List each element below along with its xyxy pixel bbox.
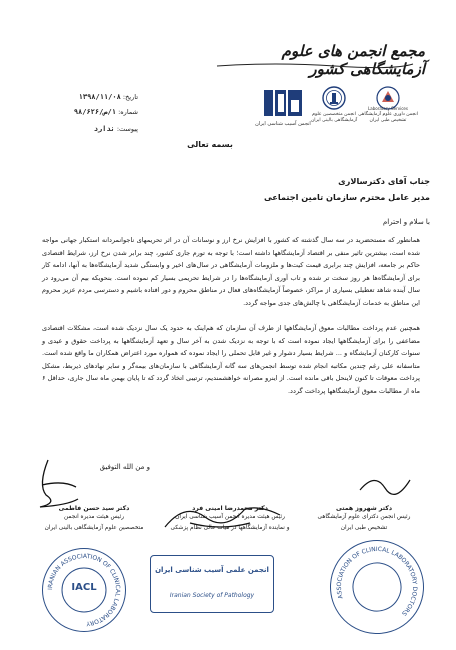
attachment-value: ندارد [93, 125, 115, 133]
number-value: ۱/ص/۹۸/۶۲۶ [73, 108, 116, 116]
pathology-stamp-title: انجمن علمی آسیب شناسی ایران [155, 566, 269, 574]
title-flourish [215, 60, 415, 70]
attachment-label: پیوست: [116, 125, 138, 133]
closing-line: و من الله التوفیق [99, 463, 150, 471]
signatory-hemmati [300, 505, 428, 534]
date-row [38, 93, 138, 101]
pathology-society-logo-label: انجمن آسیب شناسی ایران [255, 121, 311, 127]
date-label: تاریخ: [122, 93, 138, 101]
organization-title: مجمع انجمن های علوم آزمایشگاهی کشور [281, 42, 425, 78]
lab-doctors-stamp-ring [319, 529, 435, 645]
lab-doctors-stamp [318, 528, 436, 646]
signatory-fatemi [28, 505, 160, 534]
signatory-line: رئیس انجمن دکترای علوم آزمایشگاهی [317, 514, 411, 520]
signatory-line: تشخیص طبی ایران [340, 525, 388, 531]
body-paragraph-2: همچنین عدم پرداخت مطالبات معوق آزمایشگاهها از طرف آن سازمان که هم‌اینک به حدود یک سال نزدیک شده است، مشکلات اقتصادی مضاعفی را برای آزمایشگاهها ایجاد نموده است که با توجه به نزدیک شدن به آخر سال و تعهد آزمایشگاهها به پرداخت حقوق و عیدی و سنوات کارکنان آزمایشگاه و ... شرایط بسیار دشوار و غیر قابل تحملی را ایجاد نموده که همواره مورد اعتراض همکاران ما واقع شده است. متاسفانه علی رغم چندین مکاتبه انجام شده توسط انجمن‌های سه گانه آزمایشگاهی با سازمان‌های بیمه‌گر و سایر نهادهای ذیربط، مشکل پرداخت معوقات تا کنون لاینحل باقی مانده است. از اینرو مصرانه خواهشمندیم، ترتیبی اتخاذ گردد که تا پایان بهمن ماه سال جاری، حداقل ۶ ماه از مطالبات معوق آزمایشگاهها پرداخت گردد. [42, 324, 420, 395]
lab-services-logo-label: انجمن داوری علوم آزمایشگاهی تشخیص طبی ایران [358, 112, 418, 123]
pathology-stamp-subtitle: Iranian Society of Pathology [169, 592, 255, 599]
pathology-society-logo [262, 88, 304, 118]
signatory-aminifard [160, 505, 300, 534]
pathology-society-emblem-icon [262, 88, 304, 118]
body-paragraph-1: همانطور که مستحضرید در سه سال گذشته که کشور با افزایش نرخ ارز و نوسانات آن در اثر تحریمهای ناجوانمردانه استکبار جهانی مواجه شده است، بیشترین تاثیر منفی بر اقتصاد آزمایشگاهها داشته است؛ با توجه به تورم جاری کشور، چند برابر شدن نرخ ارز، شرایط اقتصادی حاکم بر جامعه، افزایش چند برابری قیمت کیت‌ها و ملزومات آزمایشگاهی در سال‌های اخیر و وابستگی شدید آزمایشگاه‌ها به آنها، ادامه کار برای آزمایشگاه‌ها هر روز سخت تر شده و تاب آوری آزمایشگاه‌ها را در شرایط تحریمی بسیار کم نموده است. بنحویکه بیم آن می‌رود در سال آینده شاهد تعطیلی بسیاری از مراکز، خصوصاً آزمایشگاه‌های فعال در مناطق محروم و دور افتاده باشیم و دسترسی مردم عزیز محروم این مناطق به خدمات آزمایشگاهی با چالش‌های جدی مواجه گردد. [42, 236, 420, 307]
microscope-emblem-icon [322, 86, 346, 110]
attachment-row [38, 125, 138, 133]
lab-services-logo-sublabel: Laboratory Services [368, 106, 408, 111]
addressee-title: مدیر عامل محترم سازمان تامین اجتماعی [263, 192, 430, 202]
number-row [38, 108, 138, 116]
iacl-stamp-ring-text: IRANIAN ASSOCIATION OF CLINICAL LABORATORY [46, 552, 122, 627]
number-label: شماره: [118, 108, 138, 116]
iacl-stamp-center: IACL [71, 582, 97, 593]
pathology-stamp [150, 555, 274, 613]
signatory-line: و نماینده آزمایشگاهها در هیات عالی نظام پزشکی [170, 525, 290, 531]
clinical-lab-specialists-logo [322, 86, 346, 110]
date-value: ۱۳۹۸/۱۱/۰۸ [78, 93, 121, 101]
signatory-name: دکتر سید حسن فاطمی [58, 505, 130, 512]
clinical-lab-specialists-logo-label: انجمن متخصصین علوم آزمایشگاهی بالینی ایران [310, 112, 358, 123]
addressee-name: جناب آقای دکترسالاری [338, 176, 430, 186]
lab-doctors-stamp-ring-text: ASSOCIATION OF CLINICAL LABORATORY DOCTORS [335, 545, 419, 617]
signatory-line: متخصصین علوم آزمایشگاهی بالینی ایران [44, 525, 144, 531]
signatory-name: دکتر محمدرضا امینی فرد [192, 505, 268, 512]
signatory-name: دکتر شهروز همتی [335, 505, 393, 512]
greeting: با سلام و احترام [382, 218, 430, 226]
signatory-line: رئیس هیئت مدیره انجمن [63, 514, 125, 520]
signatory-line: رئیس هیئت مدیره انجمن آسیب شناسی ایران [175, 514, 285, 520]
signature-hemmati [355, 470, 415, 500]
iacl-stamp [42, 548, 126, 632]
basmala-heading: بسمه تعالی [187, 140, 233, 149]
